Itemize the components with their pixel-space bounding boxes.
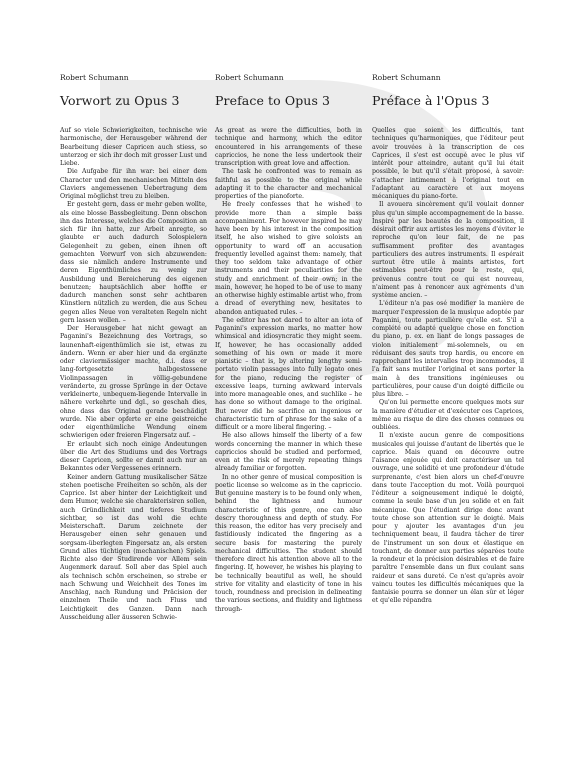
paragraph: Qu'on lui permette encore quelques mots sur la manière d'étudier et d'exécuter ces Caprices, même au risque de dire des choses connues ou oubliées. bbox=[372, 399, 524, 431]
paragraph: Il avouera sincèrement qu'il voulait donner plus qu'un simple accompagnement de la basse. Inspiré par les beautés de la composition, il désirait offrir aux artistes les moyens d'éviter le reproche qu'on leur fait, de ne pas suffisamment profiter des avantages particuliers des autres instruments. Il espérait surtout être utile à maints artistes, fort estimables peut-être pour le reste, qui, prévenus contre tout ce qui est nouveau, n'aiment pas à renoncer aux agréments d'un système ancien. – bbox=[372, 201, 524, 299]
column-body bbox=[372, 127, 524, 606]
author-name: Robert Schumann bbox=[60, 73, 129, 82]
paragraph: Auf so viele Schwierigkeiten, technische wie harmonische, der Herausgeber während der Bearbeitung dieser Capricen auch stiess, so unterzog er sich ihr doch mit grosser Lust und Liebe. bbox=[60, 127, 207, 167]
paragraph: He also allows himself the liberty of a few words concerning the manner in which these capriccios should be studied and performed, even at the risk of merely repeating things already familiar or forgotten. bbox=[215, 432, 362, 473]
paragraph: He freely confesses that he wished to provide more than a simple bass accompaniment. For however inspired he may have been by his interest in the composition itself, he also wished to give soloists an opportunity to ward off an accusation frequently levelled against them: namely, that they too seldom take advantage of other instruments and their peculiarities for the study and enrichment of their own; in the main, however, he hoped to be of use to many an otherwise highly estimable artist who, from a dread of everything new, hesitates to abandon antiquated rules. – bbox=[215, 201, 362, 316]
paragraph: As great as were the difficulties, both in technique and harmony, which the editor encountered in his arrangements of these capriccios, he none the less undertook their transcription with great love and affection. bbox=[215, 127, 362, 167]
paragraph: The editor has not dared to alter an iota of Paganini's expression marks, no matter how whimsical and idiosyncratic they might seem. If, however, he has occasionally added something of his own or made it more pianistic – that is, by altering lengthy semi-portato violin passages into fully legato ones for the piano, reducing the register of excessive leaps, turning awkward intervals into more manageable ones, and suchlike – he has done so without damage to the original. But never did he sacrifice an ingenious or characteristic turn of phrase for the sake of a difficult or a more liberal fingering. – bbox=[215, 316, 362, 431]
column-title: Préface à l'Opus 3 bbox=[372, 93, 490, 108]
paragraph: In no other genre of musical composition is poetic license so welcome as in the capriccio. But genuine mastery is to be found only when, behind the lightness and humour characteristic of this genre, one can also descry thoroughness and depth of study. For this reason, the editor has very precisely and fastidiously indicated the fingering as a secure basis for mastering the purely mechanical difficulties. The student should therefore direct his attention above all to the fingering. If, however, he wishes his playing to be technically beautiful as well, he should strive for vitality and elasticity of tone in his touch, roundness and precision in delineating the various sections, and fluidity and lightness through- bbox=[215, 473, 362, 613]
column-title: Vorwort zu Opus 3 bbox=[60, 93, 180, 108]
paragraph: Er gesteht gern, dass er mehr geben wollte, als eine blosse Bassbegleitung. Denn obschon ihn das Interesse, welches die Composition an sich für ihn hatte, zur Arbeit anregte, so glaubte er auch dadurch Solospielern Gelegenheit zu geben, einen ihnen oft gemachten Vorwurf von sich abzuwenden: dass sie nämlich andere Instrumente und deren Eigenthümliches zu wenig zur Ausbildung und Bereicherung des eigenen benutzen; hauptsächlich aber hoffte er dadurch manchen sonst sehr achtbaren Künstlern nützlich zu werden, die aus Scheu gegen alles Neue von veralteten Regeln nicht gern lassen wollen. – bbox=[60, 201, 207, 324]
column-body bbox=[60, 127, 207, 622]
paragraph: Keiner andern Gattung musikalischer Sätze stehen poetische Freiheiten so schön, als der Caprice. Ist aber hinter der Leichtigkeit und dem Humor, welche sie charakterisiren sollen, auch Gründlichkeit und tieferes Studium sichtbar, so ist das wohl die echte Meisterschaft. Darum zeichnete der Herausgeber einen sehr genauen und sorgsam-überlegten Fingersatz an, als ersten Grund alles tüchtigen (mechanischen) Spiels. Richte also der Studirende vor Allem sein Augenmerk darauf. Soll aber das Spiel auch als technisch schön erscheinen, so strebe er nach Schwung und Weichheit des Tones im Anschlag, nach Rundung und Präcision der einzelnen Theile und nach Fluss und Leichtigkeit des Ganzen. Dann nach Ausscheidung aller äusseren Schwie- bbox=[60, 473, 207, 621]
paragraph: Quelles que soient les difficultés, tant techniques qu'harmoniques, que l'éditeur peut avoir trouvées à la transcription de ces Caprices, il s'est est occupé avec le plus vif intérêt pour atteindre, autant qu'il lui était possible, le but qu'il s'était proposé, à savoir: s'attacher intimement à l'original tout en l'adaptant au caractère et aux moyens mécaniques du piano-forte. bbox=[372, 127, 524, 200]
paragraph: Er erlaubt sich noch einige Andeutungen über die Art des Studiums und des Vortrags dieser Capricen, sollte er damit auch nur an Bekanntes oder Vergessenes erinnern. bbox=[60, 440, 207, 473]
column-title: Preface to Opus 3 bbox=[215, 93, 331, 108]
paragraph: L'éditeur n'a pas osé modifier la manière de marquer l'expression de la musique adoptée par Paganini, toute particulière qu'elle est. S'il a complété ou adapté quelque chose en fonction du piano, p. ex. en liant de longs passages de violon initialement mi-solemnels, ou en réduisant des sauts trop hardis, ou encore en rapprochant les intervalles trop incommodes, il l'a fait sans mutiler l'original et sans porter la main à des transitions ingénieuses ou particulières, pour cause d'un doigté difficile ou plus libre. – bbox=[372, 300, 524, 398]
author-name: Robert Schumann bbox=[372, 73, 441, 82]
paragraph: Die Aufgabe für ihn war: bei einer dem Character und den mechanischen Mitteln des Claviers angemessenen Uebertragung dem Original möglichst treu zu bleiben. bbox=[60, 168, 207, 200]
paragraph: Il n'existe aucun genre de compositions musicales qui jouisse d'autant de libertés que le caprice. Mais quand on découvre outre l'aisance enjouée qui doit caractériser un tel ouvrage, une solidité et une profondeur d'étude surprenante, c'est bien alors un chef-d'œuvre dans toute l'acception du mot. Voilà pourquoi l'éditeur a soigneusement indiqué le doigté, comme la seule base d'un jeu solide et en fait mécanique. Que l'étudiant dirige donc avant toute chose son attention sur le doigté. Mais pour y ajouter les avantages d'un jeu techniquement beau, il faudra tâcher de tirer de l'instrument un son doux et élastique en touchant, de donner aux parties séparées toute la rondeur et la précision désirables et de faire paraître l'ensemble dans un flux coulant sans raideur et sans dureté. Ce n'est qu'après avoir vaincu toutes les difficultés mécaniques que la fantaisie pourra se donner un élan sûr et léger et qu'elle répandra bbox=[372, 432, 524, 605]
author-name: Robert Schumann bbox=[215, 73, 284, 82]
paragraph: Der Herausgeber hat nicht gewagt an Paganini's Bezeichnung des Vortrags, so launenhaft-eigenthümlich sie ist, etwas zu ändern. Wenn er aber hier und da ergänzte oder claviermässiger machte, d.i. dass er lang-fortgesetzte halbgestossene Violinpassagen in völlig-gebundene veränderte, zu grosse Sprünge in der Octave verkleinerte, unbequem-liegende Intervalle in nähere verkehrte und dgl., so geschah dies, ohne dass das Original gerade beschädigt wurde. Nie aber opferte er eine geistreiche oder eigenthümliche Wendung einem schwierigen oder freieren Fingersatz auf. – bbox=[60, 325, 207, 440]
column-body bbox=[215, 127, 362, 614]
paragraph: The task he confronted was to remain as faithful as possible to the original while adapting it to the character and mechanical properties of the pianoforte. bbox=[215, 168, 362, 200]
